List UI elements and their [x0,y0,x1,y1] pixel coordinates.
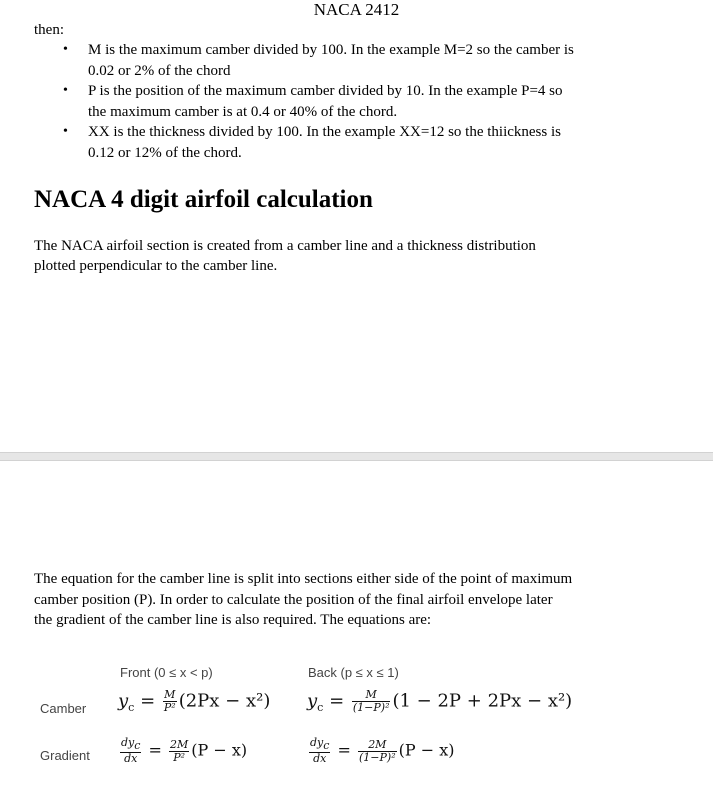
back-column-header: Back (p ≤ x ≤ 1) [308,665,399,680]
eq-rhs: (P − x) [398,740,455,760]
page-separator [0,452,713,461]
bullet-dot-icon: • [63,83,68,98]
eq-lhs: y [118,690,129,712]
list-item [36,81,676,122]
eq-rhs: (1 − 2P + 2Px − x²) [392,690,573,712]
back-camber-equation: $y_c$ = $\frac{M}{\text{(1−P)²}}$ (1 − 2P + 2Px − x²) [307,688,573,715]
eq-d-numerator: dy [310,736,324,749]
paragraph-line: the gradient of the camber line is also required. The equations are: [34,612,432,628]
bullet-line: P is the position of the maximum camber divided by 10. In the example P=4 so [88,83,563,99]
front-column-header: Front (0 ≤ x < p) [120,665,213,680]
bullet-line: the maximum camber is at 0.4 or 40% of the chord. [88,103,398,120]
eq-fraction [352,689,391,714]
bullet-line: 0.12 or 12% of the chord. [88,144,242,161]
section-heading: NACA 4 digit airfoil calculation [34,186,373,213]
paragraph-line: camber position (P). In order to calculate the position of the final airfoil envelope later [34,591,553,608]
bullet-line: M is the maximum camber divided by 100. In the example M=2 so the camber is [88,42,574,58]
eq-fraction [163,689,177,714]
camber-row-label: Camber [40,701,87,716]
eq-numerator: M [164,688,176,701]
eq-fraction [358,739,397,764]
eq-lhs: y [307,690,318,712]
eq-derivative [120,737,141,765]
document-page-bottom [0,461,713,793]
intro-text: then: [34,22,64,38]
eq-d-numerator: dy [121,736,135,749]
eq-lhs-sub: c [128,701,135,715]
eq-d-denominator: dx [313,752,327,766]
camber-paragraph [34,569,684,631]
paragraph-line: The NACA airfoil section is created from a camber line and a thickness distribution [34,238,536,254]
naca-digit-bullet-list [36,40,676,163]
eq-denominator: (1−P)² [359,750,396,764]
bullet-line: 0.02 or 2% of the chord [88,62,231,79]
eq-numerator: 2M [170,737,189,751]
front-camber-equation: $y_c$ = $\frac{M}{\text{P²}}$ (2Px − x²) [118,688,271,715]
bullet-dot-icon: • [63,42,68,57]
eq-fraction [169,739,189,764]
eq-rhs: (2Px − x²) [178,690,271,712]
back-gradient-equation: $\frac{dy_c}{dx}$ = $\frac{2M}{\text{(1−P)²}}$ (P − x) [310,736,455,766]
eq-numerator: M [352,689,391,702]
eq-denominator: P² [173,750,186,764]
paragraph-line: plotted perpendicular to the camber line. [34,258,278,274]
paragraph-line: The equation for the camber line is split into sections either side of the point of maximum [34,571,573,587]
document-title: NACA 2412 [313,0,400,19]
bullet-line: XX is the thickness divided by 100. In the example XX=12 so the thiickness is [88,124,561,140]
eq-denominator: (1−P)² [352,701,390,714]
eq-denominator: P² [163,701,176,714]
intro-paragraph [34,236,674,276]
eq-lhs-sub: c [317,701,324,715]
gradient-row-label: Gradient [40,748,90,763]
eq-d-sub: c [134,739,141,753]
bullet-dot-icon: • [63,124,68,139]
eq-d-denominator: dx [124,752,138,766]
eq-d-sub: c [323,739,330,753]
front-gradient-equation: $\frac{dy_c}{dx}$ = $\frac{2M}{\text{P²}}$ (P − x) [121,736,248,766]
eq-numerator: 2M [358,739,397,752]
list-item [36,122,676,163]
list-item [36,40,676,81]
eq-rhs: (P − x) [191,740,248,760]
eq-derivative [309,737,330,765]
